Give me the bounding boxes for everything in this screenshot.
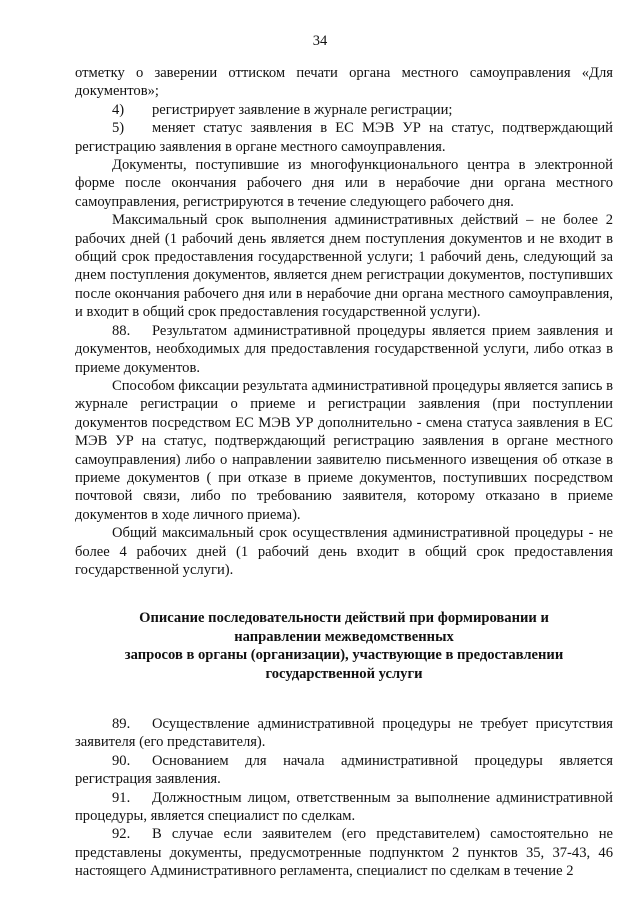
clause-text: Должностным лицом, ответственным за выполнение административной процедуры, является специалист по сделкам.: [75, 789, 613, 825]
clause-89: [75, 715, 613, 752]
clause-88: [75, 322, 613, 377]
clause-text: Осуществление административной процедуры не требует присутствия заявителя (его представителя).: [75, 716, 613, 751]
heading-line: государственной услуги: [265, 665, 423, 682]
clause-text: Основанием для начала административной процедуры является регистрация заявления.: [75, 752, 613, 788]
clause-90: [75, 752, 613, 789]
heading-line: Описание последовательности действий при формировании и: [139, 610, 549, 627]
clause-92: [75, 825, 613, 880]
clause-number: 88.: [112, 322, 131, 339]
list-text: регистрирует заявление в журнале регистрации;: [152, 101, 453, 118]
list-number: 4): [112, 101, 125, 118]
section-heading: [75, 609, 613, 683]
clause-number: 90.: [112, 752, 131, 769]
list-item-5: [75, 119, 613, 156]
paragraph: Общий максимальный срок осуществления административной процедуры - не более 4 рабочих дней (1 рабочий день входит в общий срок предоставления государственной услуги).: [75, 525, 613, 578]
clause-number: 91.: [112, 789, 131, 806]
clause-text: Результатом административной процедуры является прием заявления и документов, необходимых для предоставления государственной услуги, либо отказ в приеме документов.: [75, 322, 613, 376]
paragraph-continuation: отметку о заверении оттиском печати органа местного самоуправления «Для документов»;: [75, 65, 613, 100]
document-body: [75, 64, 613, 881]
page-number: 34: [312, 33, 328, 49]
clause-text: В случае если заявителем (его представителем) самостоятельно не представлены документы, предусмотренные подпунктом 2 пунктов 35, 37-43, 46 настоящего Административного регламента, специалист по сделкам в течение 2: [75, 826, 613, 880]
clause-number: 89.: [112, 716, 131, 732]
paragraph: Максимальный срок выполнения административных действий – не более 2 рабочих дней (1 рабочий день является днем поступления документов и не входит в общий срок предоставления государственной услуги; 1 рабочий день, следующий за днем поступления документов, является днем регистрации документов, поступивших после окончания рабочего дня или в нерабочие дни органа местного самоуправления, и входит в общий срок предоставления государственной услуги).: [75, 212, 613, 321]
paragraph: Способом фиксации результата административной процедуры является запись в журнале регистрации о приеме и регистрации заявления (при поступлении документов посредством ЕС МЭВ УР дополнительно - смена статуса заявления в ЕС МЭВ УР на статус, подтверждающий регистрацию заявления в органе местного самоуправления) либо о направлении заявителю письменного извещения об отказе в приеме документов ( при отказе в приеме документов, поступивших посредством почтовой связи, либо по требованию заявителя, которому отказано в приеме документов в ходе личного приема).: [75, 377, 613, 523]
heading-line: запросов в органы (организации), участвующие в предоставлении: [124, 647, 564, 664]
list-number: 5): [112, 120, 125, 137]
clause-number: 92.: [112, 826, 131, 843]
list-text: меняет статус заявления в ЕС МЭВ УР на статус, подтверждающий регистрацию заявления в органе местного самоуправления.: [75, 120, 613, 155]
paragraph: Документы, поступившие из многофункционального центра в электронной форме после окончания рабочего дня или в нерабочие дни органа местного самоуправления, регистрируются в течение следующего рабочего дня.: [75, 157, 613, 210]
clause-91: [75, 789, 613, 826]
list-item-4: [75, 101, 613, 119]
heading-line: направлении межведомственных: [234, 628, 454, 645]
